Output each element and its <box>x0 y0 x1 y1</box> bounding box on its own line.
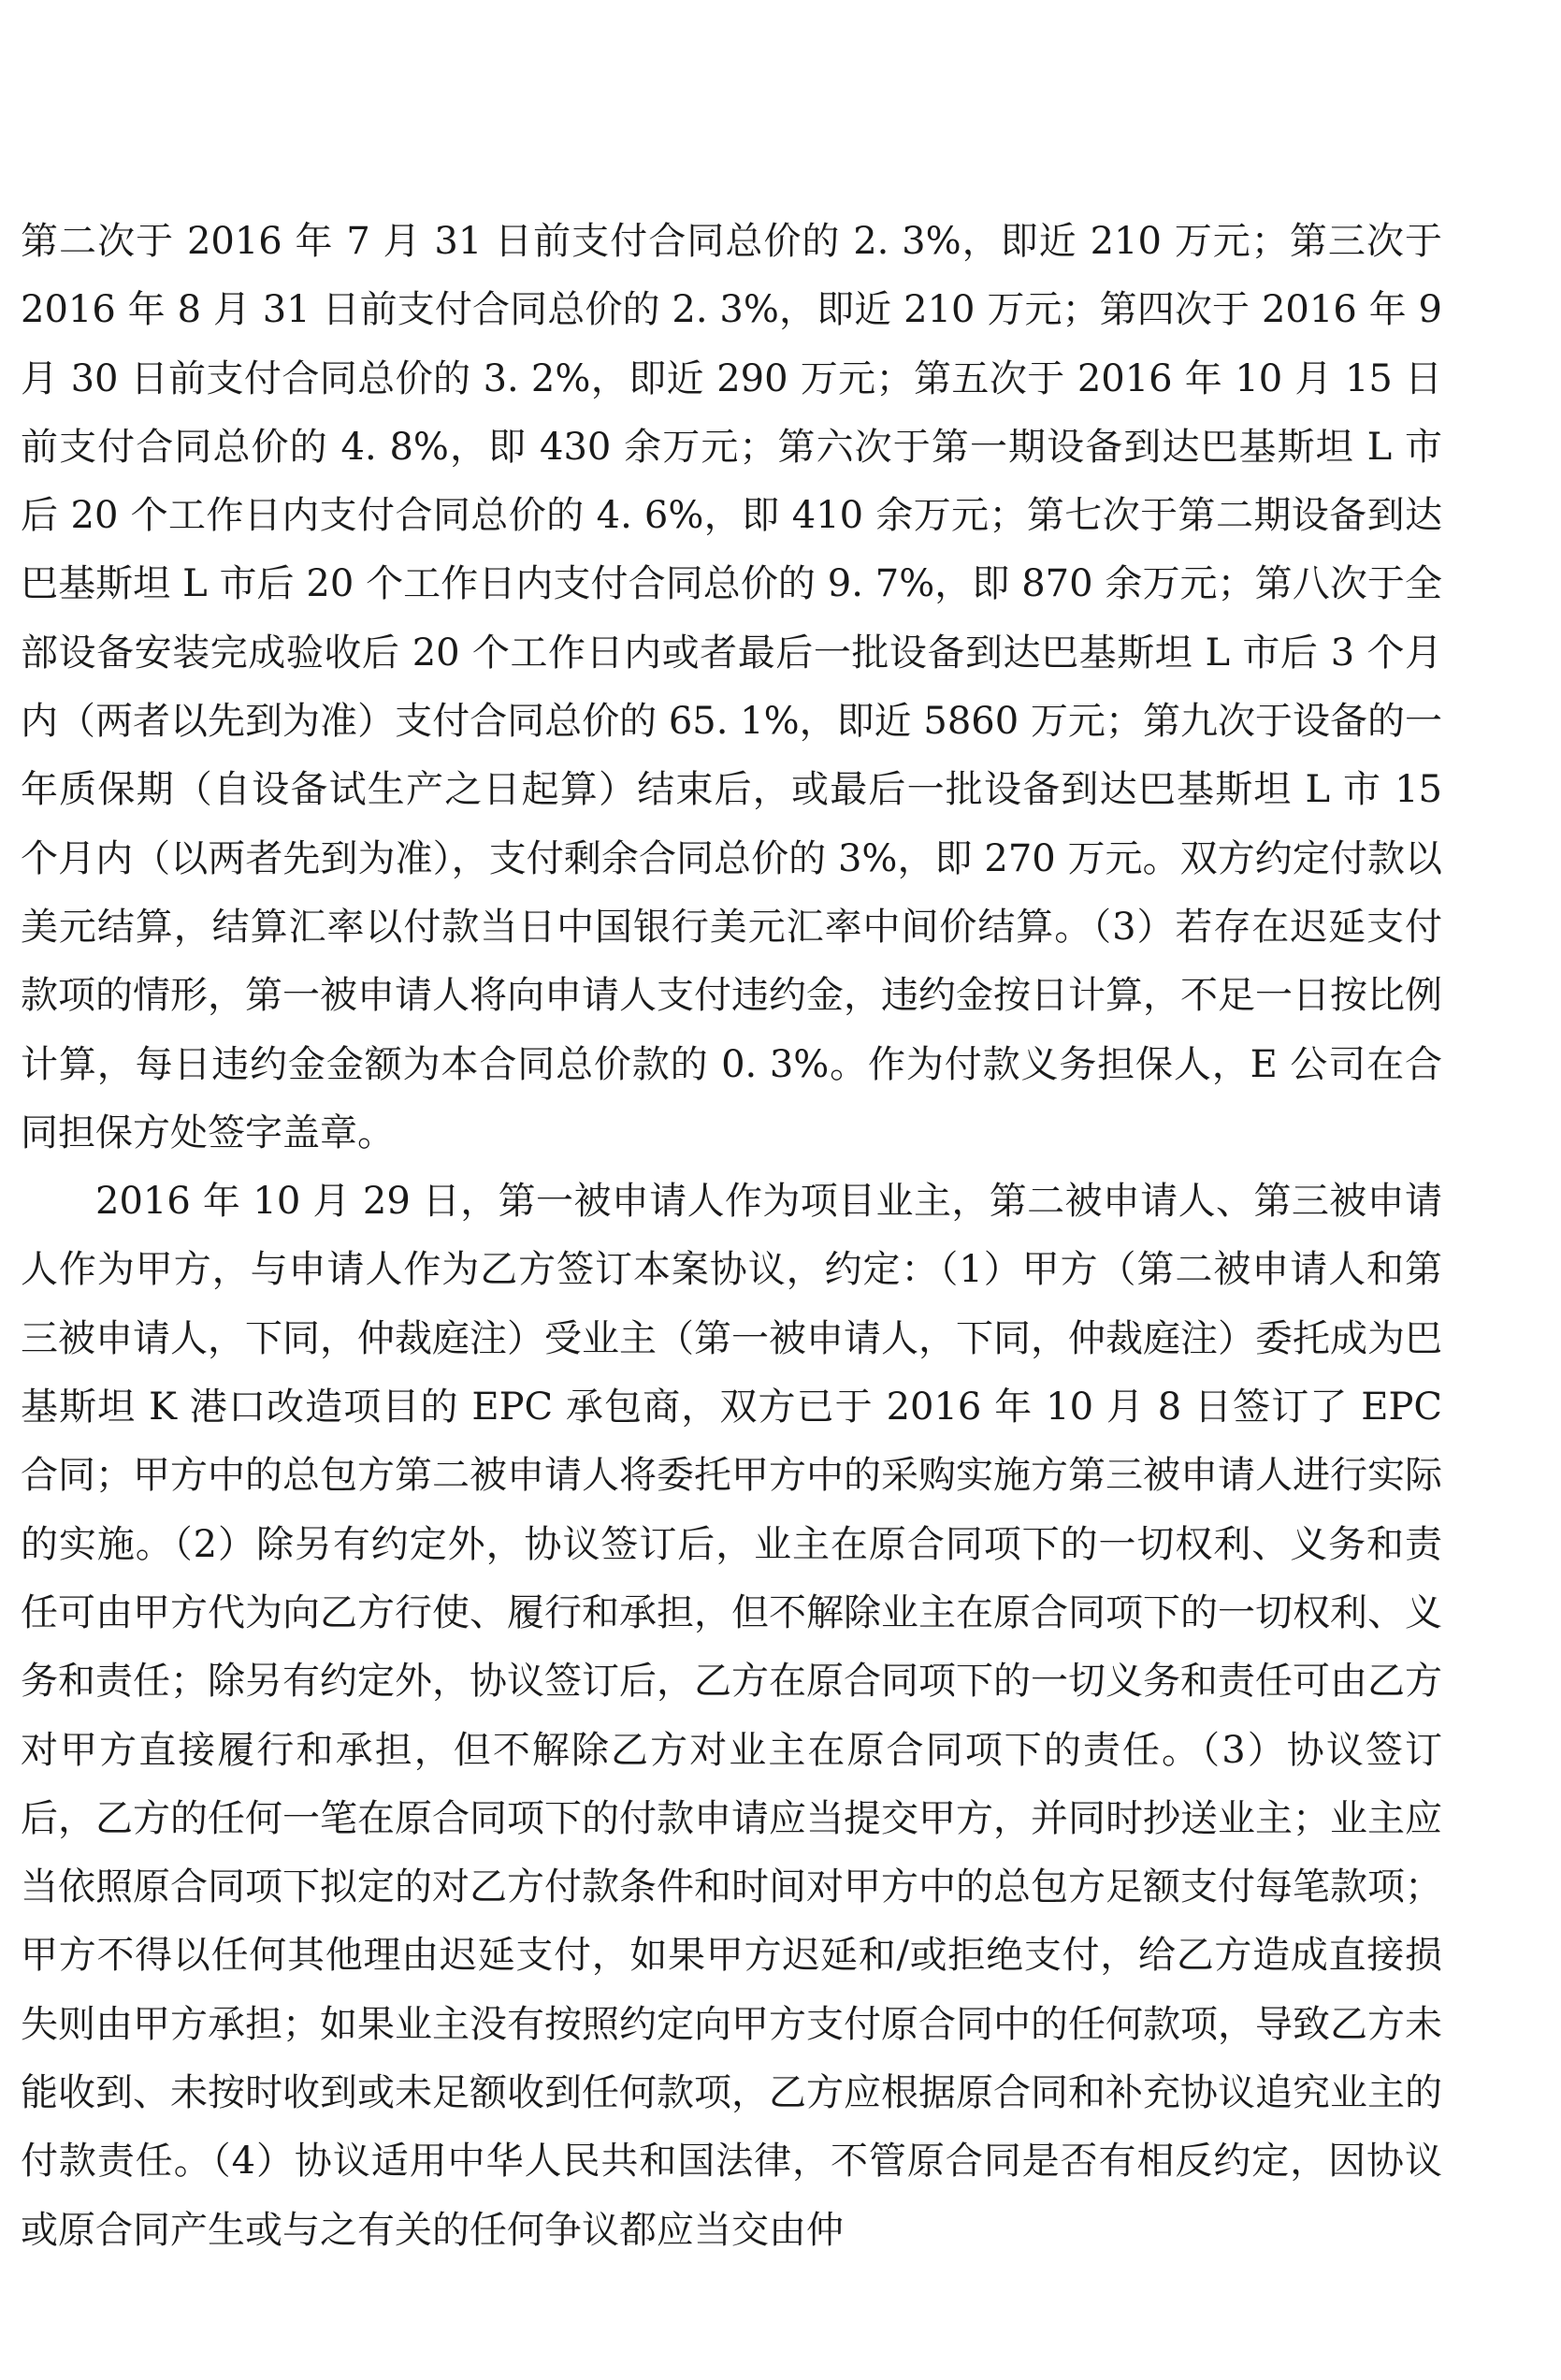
paragraph-agreement-terms: 2016 年 10 月 29 日，第一被申请人作为项目业主，第二被申请人、第三被申请人作为甲方，与申请人作为乙方签订本案协议，约定：（1）甲方（第二被申请人和第三被申请人，下同，仲裁庭注）受业主（第一被申请人，下同，仲裁庭注）委托成为巴基斯坦 K 港口改造项目的 EPC 承包商，双方已于 2016 年 10 月 8 日签订了 EPC 合同；甲方中的总包方第二被申请人将委托甲方中的采购实施方第三被申请人进行实际的实施。（2）除另有约定外，协议签订后，业主在原合同项下的一切权利、义务和责任可由甲方代为向乙方行使、履行和承担，但不解除业主在原合同项下的一切权利、义务和责任；除另有约定外，协议签订后，乙方在原合同项下的一切义务和责任可由乙方对甲方直接履行和承担，但不解除乙方对业主在原合同项下的责任。（3）协议签订后，乙方的任何一笔在原合同项下的付款申请应当提交甲方，并同时抄送业主；业主应当依照原合同项下拟定的对乙方付款条件和时间对甲方中的总包方足额支付每笔款项；甲方不得以任何其他理由迟延支付，如果甲方迟延和/或拒绝支付，给乙方造成直接损失则由甲方承担；如果业主没有按照约定向甲方支付原合同中的任何款项，导致乙方未能收到、未按时收到或未足额收到任何款项，乙方应根据原合同和补充协议追究业主的付款责任。（4）协议适用中华人民共和国法律，不管原合同是否有相反约定，因协议或原合同产生或与之有关的任何争议都应当交由仲 <box>21 1180 1442 2252</box>
body-text <box>21 208 1442 2265</box>
paragraph-payment-schedule: 第二次于 2016 年 7 月 31 日前支付合同总价的 2. 3%，即近 210 万元；第三次于 2016 年 8 月 31 日前支付合同总价的 2. 3%，即近 210 万元；第四次于 2016 年 9 月 30 日前支付合同总价的 3. 2%，即近 290 万元；第五次于 2016 年 10 月 15 日前支付合同总价的 4. 8%，即 430 余万元；第六次于第一期设备到达巴基斯坦 L 市后 20 个工作日内支付合同总价的 4. 6%，即 410 余万元；第七次于第二期设备到达巴基斯坦 L 市后 20 个工作日内支付合同总价的 9. 7%，即 870 余万元；第八次于全部设备安装完成验收后 20 个工作日内或者最后一批设备到达巴基斯坦 L 市后 3 个月内（两者以先到为准）支付合同总价的 65. 1%，即近 5860 万元；第九次于设备的一年质保期（自设备试生产之日起算）结束后，或最后一批设备到达巴基斯坦 L 市 15 个月内（以两者先到为准），支付剩余合同总价的 3%，即 270 万元。双方约定付款以美元结算，结算汇率以付款当日中国银行美元汇率中间价结算。（3）若存在迟延支付款项的情形，第一被申请人将向申请人支付违约金，违约金按日计算，不足一日按比例计算，每日违约金金额为本合同总价款的 0. 3%。作为付款义务担保人，E 公司在合同担保方处签字盖章。 <box>21 220 1442 1154</box>
